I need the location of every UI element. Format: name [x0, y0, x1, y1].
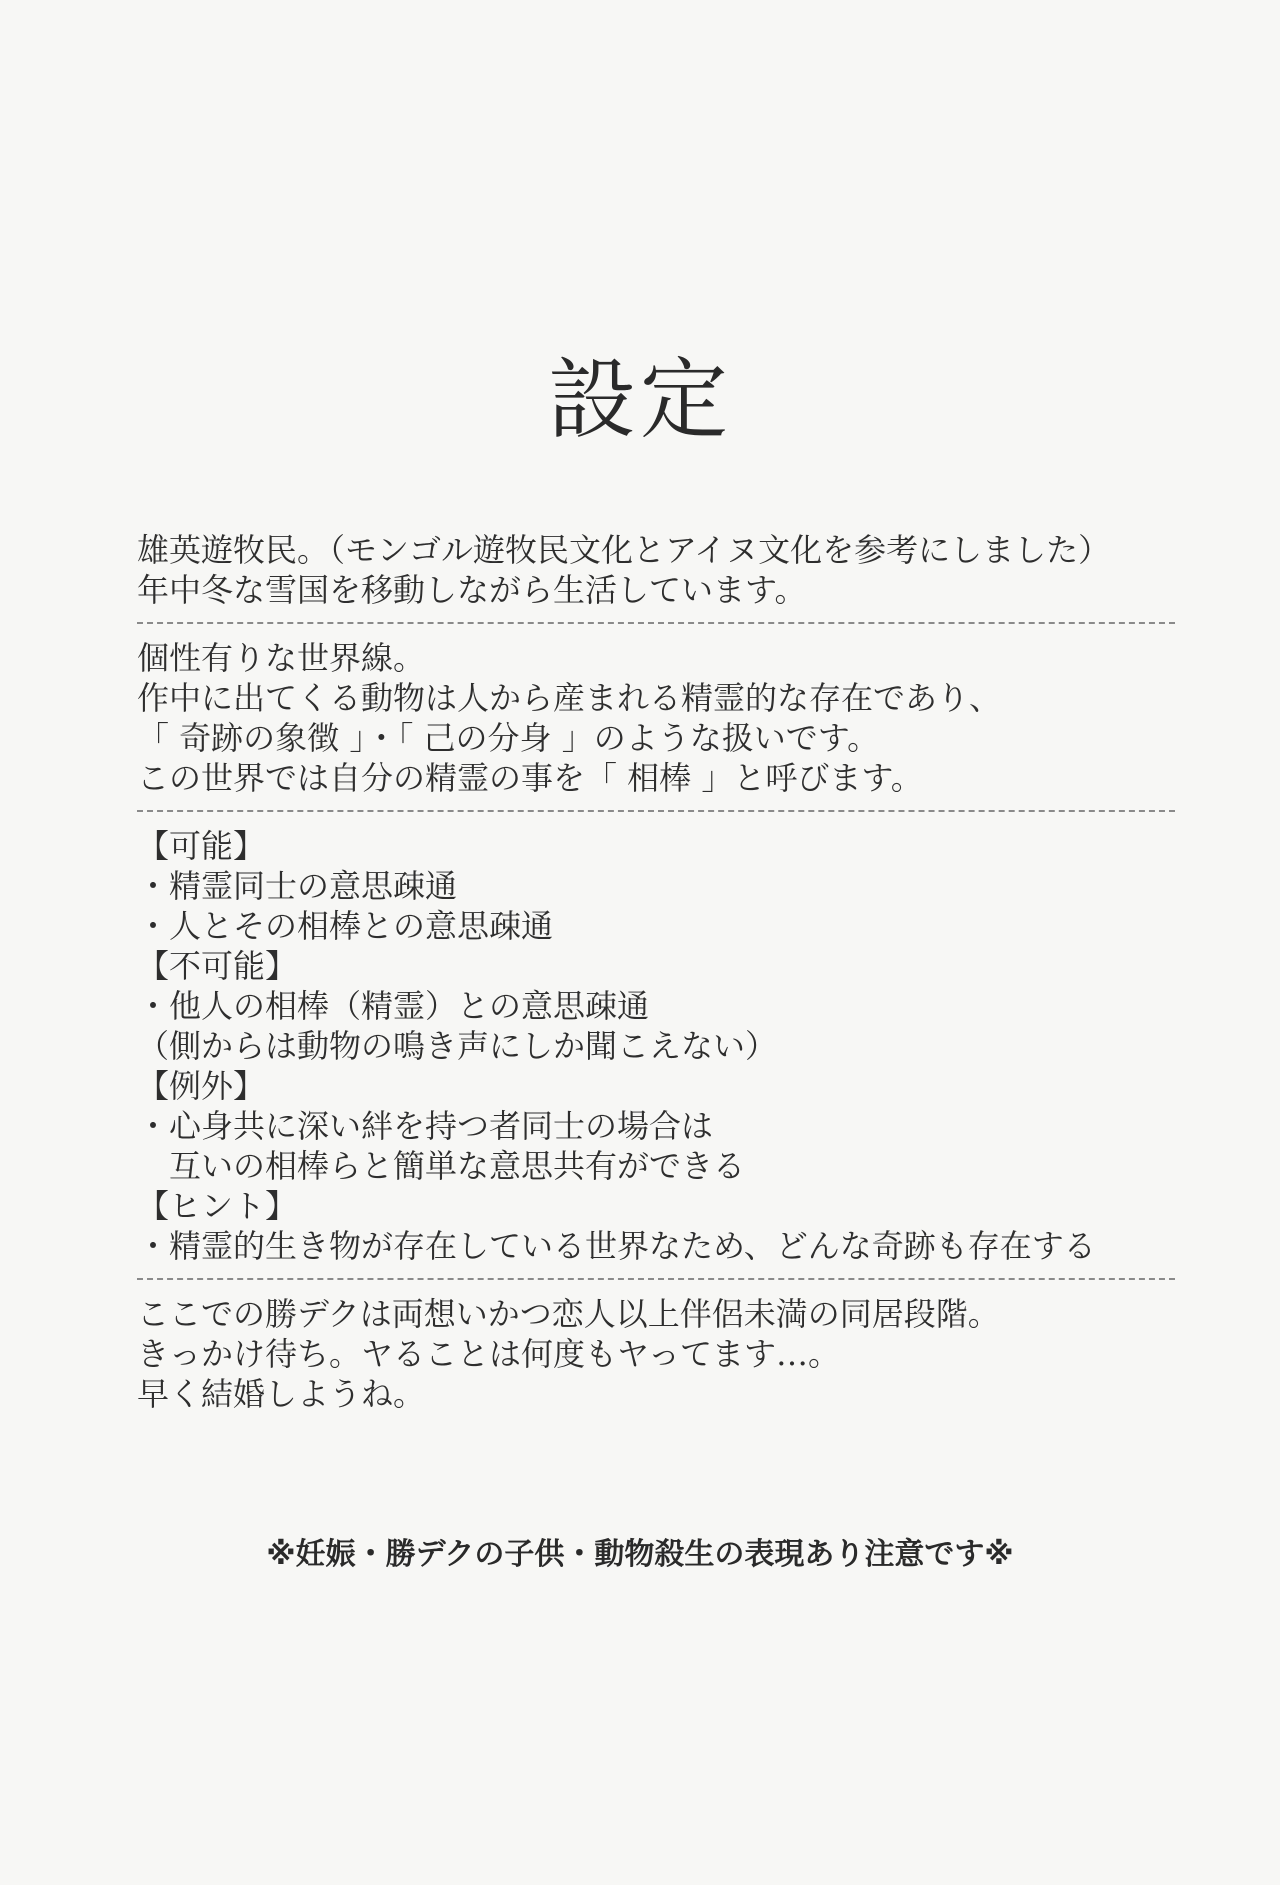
dashed-divider [137, 810, 1175, 812]
rule-heading: 【不可能】 [137, 947, 298, 985]
rule-item: ・人とその相棒との意思疎通 [137, 907, 554, 945]
dashed-divider [137, 1278, 1175, 1280]
rule-item: ・心身共に深い絆を持つ者同士の場合は [137, 1107, 714, 1145]
text-line: 早く結婚しようね。 [137, 1375, 426, 1413]
text-line: 作中に出てくる動物は人から産まれる精霊的な存在であり、 [137, 679, 1002, 717]
dashed-divider [137, 622, 1175, 624]
rule-item: 互いの相棒らと簡単な意思共有ができる [137, 1147, 746, 1185]
content-warning: ※妊娠・勝デクの子供・動物殺生の表現あり注意です※ [266, 1537, 1014, 1572]
text-line: ここでの勝デクは両想いかつ恋人以上伴侶未満の同居段階。 [137, 1295, 1000, 1333]
rule-item: ・他人の相棒（精霊）との意思疎通 [137, 987, 650, 1025]
section-overview [137, 530, 1177, 610]
rule-item: （側からは動物の鳴き声にしか聞こえない） [137, 1027, 778, 1065]
rule-heading: 【例外】 [137, 1067, 266, 1105]
section-relationship [137, 1294, 1177, 1414]
text-line: 個性有りな世界線。 [137, 639, 426, 677]
rule-heading: 【可能】 [137, 827, 266, 865]
rule-heading: 【ヒント】 [137, 1187, 298, 1225]
text-line: この世界では自分の精霊の事を「 相棒 」と呼びます。 [137, 759, 923, 797]
text-line: 雄英遊牧民。（モンゴル遊牧民文化とアイヌ文化を参考にしました） [137, 531, 1111, 569]
section-rules [137, 826, 1177, 1266]
text-line: 「 奇跡の象徴 」・「 己の分身 」のような扱いです。 [137, 719, 880, 757]
rule-item: ・精霊的生き物が存在している世界なため、どんな奇跡も存在する [137, 1227, 1096, 1265]
page-title: 設定 [547, 348, 732, 451]
section-world [137, 638, 1177, 798]
rule-item: ・精霊同士の意思疎通 [137, 867, 458, 905]
text-line: きっかけ待ち。ヤることは何度もヤってます…。 [137, 1335, 841, 1373]
text-line: 年中冬な雪国を移動しながら生活しています。 [137, 571, 807, 609]
settings-body [137, 530, 1177, 1414]
